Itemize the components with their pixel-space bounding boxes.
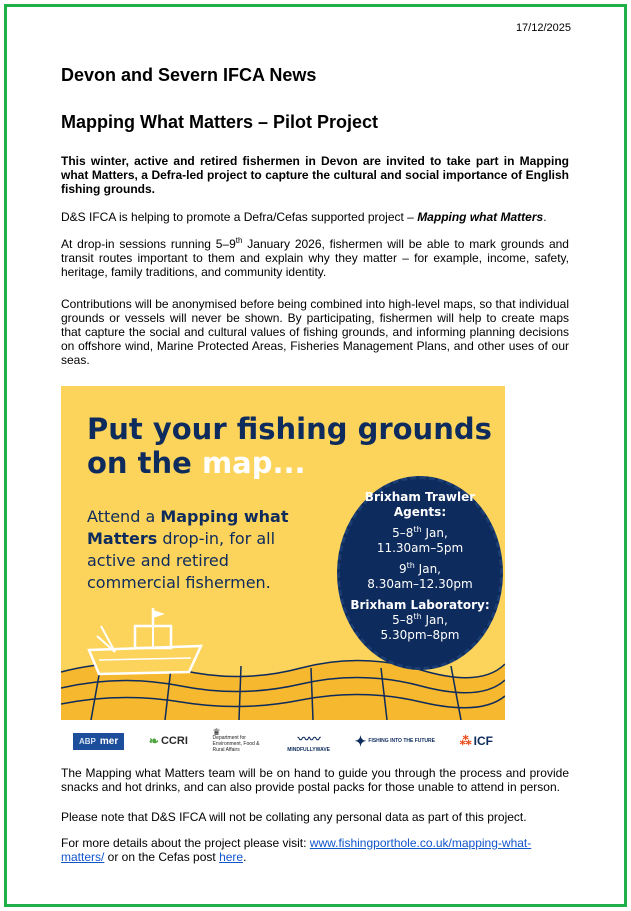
s3-month: Jan, [421, 613, 448, 627]
s3-day: 5–8 [392, 613, 414, 627]
wave-icon: 〰〰 [297, 731, 320, 746]
mindfullywave-logo [287, 730, 330, 753]
paragraph-6-text: For more details about the project please visit: [61, 836, 310, 850]
paragraph-6 [61, 836, 569, 864]
session-times-badge [337, 476, 503, 670]
paragraph-6-end: . [243, 850, 247, 864]
leaf-icon: ❧ [148, 734, 159, 748]
ccri-logo [149, 734, 188, 748]
compass-icon: ✦ [354, 732, 367, 749]
paragraph-1-text: D&S IFCA is helping to promote a Defra/Cefas supported project – [61, 210, 418, 224]
paragraph-2 [61, 237, 569, 279]
icf-text: ICF [473, 734, 493, 748]
partner-logos [61, 720, 505, 762]
paragraph-5: Please note that D&S IFCA will not be collating any personal data as part of this project. [61, 810, 527, 824]
paragraph-3: Contributions will be anonymised before being combined into high-level maps, so that individual grounds or vessels will never be shown. By participating, fishermen will help to create maps that capture the social and cultural values of fishing grounds, and informing planning decisions on offshore wind, Marine Protected Areas, Fisheries Management Plans, and other uses of our seas. [61, 297, 569, 367]
project-website-link[interactable]: www.fishingporthole.co.uk/mapping-what-matters/ [61, 836, 532, 864]
poster-heading-line-1: Put your fishing grounds [87, 412, 492, 446]
session-2-date [340, 562, 500, 577]
ccri-text: CCRI [160, 735, 188, 747]
mer-text: mer [99, 735, 119, 747]
s1-day: 5–8 [392, 526, 414, 540]
poster-heading-line-2 [87, 446, 492, 480]
date: 17/12/2025 [515, 22, 571, 34]
project-name: Mapping what Matters [417, 210, 544, 224]
newsletter-heading: Devon and Severn IFCA News [61, 65, 317, 85]
paragraph-2-text-cont: January 2026, fishermen will be able to mark grounds and transit routes important to them and explain why they matter – for example, income, safety, heritage, family traditions, and community identity. [61, 237, 569, 279]
venue-laboratory: Brixham Laboratory: [350, 598, 490, 612]
poster-sub-c: drop-in, for all active and retired commercial fishermen. [87, 529, 276, 592]
mindfully-text: MINDFULLYWAVE [287, 746, 330, 753]
venue-trawler-agents: Brixham Trawler Agents: [364, 490, 476, 519]
poster-sub-a: Attend a [87, 507, 161, 526]
s3-sup: th [413, 612, 422, 621]
superscript: th [235, 236, 243, 245]
defra-logo [213, 729, 263, 753]
fishing-boat-illustration [85, 606, 205, 678]
poster-sub-b: Mapping what Matters [87, 507, 289, 548]
poster-subtext [87, 506, 317, 594]
s2-month: Jan, [414, 562, 441, 576]
icf-logo [460, 734, 493, 748]
lead-paragraph: This winter, active and retired fishermen in Devon are invited to take part in Mapping what Matters, a Defra-led project to capture the cultural and social importance of English fishing grounds. [61, 154, 569, 196]
paragraph-2-text: At drop-in sessions running 5–9 [61, 237, 236, 251]
paragraph-1-end: . [543, 210, 547, 224]
session-1-time: 11.30am–5pm [376, 541, 464, 555]
fishing-into-the-future-logo [355, 733, 435, 750]
abp-text: ABP [79, 736, 96, 746]
s2-day: 9 [399, 562, 407, 576]
paragraph-6-text-cont: or on the Cefas post [104, 850, 220, 864]
session-1-date [340, 526, 500, 541]
fitf-text: FISHING INTO THE FUTURE [368, 738, 435, 744]
cefas-post-link[interactable]: here [219, 850, 244, 864]
s1-month: Jan, [421, 526, 448, 540]
defra-text: Department for Environment, Food & Rural Affairs [212, 735, 260, 753]
session-2-time: 8.30am–12.30pm [367, 577, 473, 591]
article-title: Mapping What Matters – Pilot Project [61, 112, 379, 132]
session-3-time: 5.30pm–8pm [380, 628, 460, 642]
fan-icon: ⁂ [459, 734, 472, 748]
s1-sup: th [413, 525, 422, 534]
poster-heading [87, 412, 492, 480]
s2-sup: th [406, 561, 415, 570]
poster-heading-text: on the [87, 446, 202, 480]
crest-icon: ♛ [212, 727, 221, 737]
paragraph-1 [61, 210, 569, 224]
event-poster [61, 386, 505, 720]
abp-mer-logo [73, 733, 124, 750]
paragraph-4: The Mapping what Matters team will be on hand to guide you through the process and provide snacks and hot drinks, and can also provide postal packs for those unable to attend in person. [61, 766, 569, 794]
session-3-date [340, 613, 500, 628]
poster-heading-highlight: map... [201, 446, 306, 480]
